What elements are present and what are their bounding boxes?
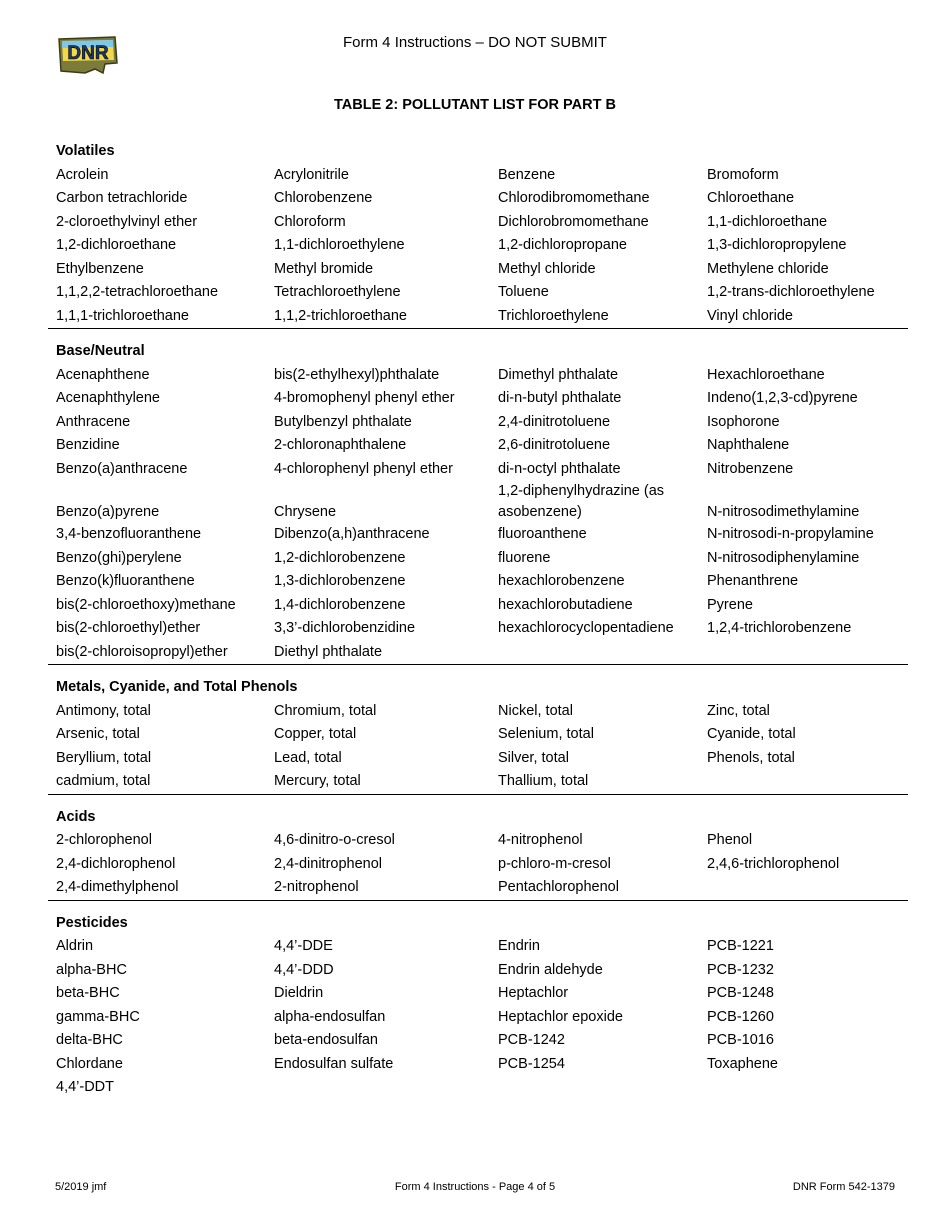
pollutant-cell: 1,1-dichloroethane [707,213,828,230]
pollutant-cell: PCB-1254 [498,1055,565,1072]
pollutant-cell: Acrylonitrile [274,166,349,183]
pollutant-cell: Diethyl phthalate [274,643,383,660]
pollutant-cell: Chlorodibromomethane [498,190,650,206]
pollutant-cell: Aldrin [56,938,94,954]
pollutant-cell: di-n-butyl phthalate [498,390,622,406]
pollutant-cell: Trichloroethylene [498,307,609,324]
pollutant-cell: Endrin aldehyde [498,961,603,978]
pollutant-cell: Silver, total [498,749,569,766]
pollutant-cell: PCB-1248 [707,985,774,1001]
pollutant-cell: Ethylbenzene [56,260,144,277]
section-pesticides [48,901,908,1100]
pollutant-cell: Toxaphene [707,1055,778,1072]
pollutant-cell: Acenaphthene [56,366,150,383]
pollutant-cell: Anthracene [56,413,131,430]
table-row [48,305,908,329]
pollutant-cell: bis(2-chloroisopropyl)ether [56,643,228,660]
table-row [48,411,908,435]
table-row [48,594,908,618]
pollutant-cell: Mercury, total [274,773,361,789]
table-row [48,617,908,641]
pollutant-cell: 1,2,4-trichlorobenzene [707,620,852,636]
table-row [48,959,908,983]
pollutant-cell: Vinyl chloride [707,307,793,324]
pollutant-cell: Benzene [498,166,556,183]
table-row [48,164,908,188]
pollutant-cell: 1,4-dichlorobenzene [274,596,406,613]
pollutant-cell: Methyl chloride [498,260,596,277]
pollutant-cell: 1,2-dichloroethane [56,237,177,253]
pollutant-table [48,138,908,1100]
pollutant-cell: 4-nitrophenol [498,832,583,848]
pollutant-cell: 2,4-dichlorophenol [56,855,176,872]
pollutant-cell: 2-cloroethylvinyl ether [56,213,198,230]
pollutant-cell [699,641,908,665]
footer-form-number: DNR Form 542-1379 [792,1181,895,1193]
pollutant-cell: PCB-1260 [707,1008,774,1025]
pollutant-cell: hexachlorobutadiene [498,596,633,613]
pollutant-cell: 2,4-dinitrophenol [274,855,383,872]
table-row [48,641,908,665]
pollutant-cell: Carbon tetrachloride [56,190,188,206]
pollutant-cell: Naphthalene [707,437,790,453]
pollutant-cell: PCB-1016 [707,1032,774,1048]
pollutant-cell: Dichlorobromomethane [498,213,649,230]
table-row [48,211,908,235]
pollutant-cell: 4,4’-DDE [274,938,333,954]
pollutant-cell: di-n-octyl phthalate [498,460,621,477]
pollutant-cell: Nickel, total [498,702,573,719]
pollutant-cell [699,770,908,794]
section-title: Metals, Cyanide, and Total Phenols [56,679,298,695]
pollutant-cell: bis(2-chloroethyl)ether [56,620,201,636]
pollutant-cell [699,876,908,900]
pollutant-cell: Isophorone [707,413,780,430]
section-metals [48,665,908,795]
pollutant-cell: Acenaphthylene [56,390,160,406]
section-title: Acids [56,808,96,825]
pollutant-cell: Beryllium, total [56,749,152,766]
pollutant-cell: fluorene [498,549,551,566]
table-row [48,547,908,571]
pollutant-cell: 2,4,6-trichlorophenol [707,855,840,872]
pollutant-cell: Chloroform [274,213,346,230]
pollutant-cell: Chromium, total [274,702,377,719]
pollutant-cell [490,1076,699,1100]
pollutant-cell: Dimethyl phthalate [498,366,619,383]
table-row [48,187,908,211]
pollutant-cell: Bromoform [707,166,779,183]
table-row [48,829,908,853]
pollutant-cell: Heptachlor [498,985,569,1001]
pollutant-cell: Chrysene [274,504,337,520]
table-row [48,458,908,482]
pollutant-cell: 1,3-dichlorobenzene [274,573,406,589]
pollutant-cell: hexachlorobenzene [498,573,625,589]
pollutant-cell: 2-chlorophenol [56,832,152,848]
pollutant-cell: Benzo(a)anthracene [56,460,188,477]
pollutant-cell: Butylbenzyl phthalate [274,413,412,430]
table-title: TABLE 2: POLLUTANT LIST FOR PART B [334,97,616,113]
table-row [48,1029,908,1053]
pollutant-cell: 2,6-dinitrotoluene [498,437,611,453]
pollutant-cell: Methyl bromide [274,260,374,277]
pollutant-cell: Chlordane [56,1055,123,1072]
pollutant-cell: 4-chlorophenyl phenyl ether [274,460,453,477]
pollutant-cell: p-chloro-m-cresol [498,855,611,872]
table-row [48,747,908,771]
pollutant-cell: Methylene chloride [707,260,829,277]
pollutant-cell: Acrolein [56,166,109,183]
table-row [48,387,908,411]
table-row [48,434,908,458]
pollutant-cell: PCB-1221 [707,938,774,954]
table-row [48,234,908,258]
pollutant-cell: Endosulfan sulfate [274,1055,394,1072]
table-row [48,281,908,305]
pollutant-cell: 1,2-dichloropropane [498,237,627,253]
table-row [48,481,908,523]
table-row [48,876,908,900]
footer-page: Form 4 Instructions - Page 4 of 5 [394,1181,556,1193]
section-title: Base/Neutral [56,343,145,359]
pollutant-cell: 4-bromophenyl phenyl ether [274,390,455,406]
pollutant-cell: PCB-1232 [707,961,774,978]
pollutant-cell: 1,1-dichloroethylene [274,237,405,253]
pollutant-cell: 1,1,1-trichloroethane [56,307,189,324]
pollutant-cell: 1,2-dichlorobenzene [274,549,406,566]
pollutant-cell: Benzo(ghi)perylene [56,549,182,566]
pollutant-cell: 4,6-dinitro-o-cresol [274,832,395,848]
pollutant-cell: 1,1,2-trichloroethane [274,307,407,324]
section-title: Volatiles [56,143,115,159]
section-title: Pesticides [56,914,128,931]
pollutant-cell: delta-BHC [56,1032,123,1048]
pollutant-cell: Copper, total [274,726,357,742]
pollutant-cell [490,641,699,665]
section-base-neutral [48,329,908,665]
pollutant-cell: Thallium, total [498,773,589,789]
pollutant-cell: 1,3-dichloropropylene [707,237,847,253]
table-row [48,935,908,959]
pollutant-cell: Tetrachloroethylene [274,284,401,300]
pollutant-cell: Dieldrin [274,985,324,1001]
pollutant-cell: beta-endosulfan [274,1032,378,1048]
pollutant-cell: Heptachlor epoxide [498,1008,623,1025]
pollutant-cell: Phenol [707,832,753,848]
pollutant-cell: alpha-endosulfan [274,1008,386,1025]
footer-date: 5/2019 jmf [55,1181,107,1193]
pollutant-cell: Toluene [498,284,549,300]
pollutant-cell: gamma-BHC [56,1008,140,1025]
pollutant-cell: Nitrobenzene [707,460,794,477]
pollutant-cell: N-nitrosodi-n-propylamine [707,526,874,542]
pollutant-cell: N-nitrosodimethylamine [707,504,860,520]
pollutant-cell: Benzidine [56,437,120,453]
pollutant-cell: Chloroethane [707,190,795,206]
pollutant-cell [699,1076,908,1100]
table-row [48,523,908,547]
pollutant-cell: 2,4-dinitrotoluene [498,413,611,430]
pollutant-cell: 3,3’-dichlorobenzidine [274,620,416,636]
pollutant-cell: N-nitrosodiphenylamine [707,549,860,566]
pollutant-cell: Dibenzo(a,h)anthracene [274,526,430,542]
pollutant-cell: 2,4-dimethylphenol [56,879,179,895]
pollutant-cell: Benzo(a)pyrene [56,504,160,520]
pollutant-cell: Phenols, total [707,749,795,766]
pollutant-cell: Hexachloroethane [707,366,825,383]
table-row [48,1053,908,1077]
table-row [48,853,908,877]
pollutant-cell: 1,2-diphenylhydrazine (as asobenzene) [498,483,665,520]
pollutant-cell: bis(2-chloroethoxy)methane [56,596,236,613]
table-row [48,1076,908,1100]
svg-text:DNR: DNR [67,43,109,64]
table-row [48,570,908,594]
table-row [48,723,908,747]
pollutant-cell: 4,4’-DDD [274,961,334,978]
pollutant-cell: hexachlorocyclopentadiene [498,620,674,636]
pollutant-cell: bis(2-ethylhexyl)phthalate [274,366,440,383]
pollutant-cell: Endrin [498,938,540,954]
pollutant-cell: Pentachlorophenol [498,879,619,895]
pollutant-cell: 2-nitrophenol [274,879,359,895]
table-row [48,258,908,282]
pollutant-cell: Chlorobenzene [274,190,373,206]
page-header-title: Form 4 Instructions – DO NOT SUBMIT [343,34,607,51]
pollutant-cell: PCB-1242 [498,1032,565,1048]
section-volatiles [48,138,908,329]
pollutant-cell: Cyanide, total [707,726,796,742]
pollutant-cell: Pyrene [707,596,753,613]
pollutant-cell: Zinc, total [707,702,770,719]
pollutant-cell: 1,1,2,2-tetrachloroethane [56,284,219,300]
table-row [48,700,908,724]
pollutant-cell: cadmium, total [56,773,151,789]
pollutant-cell: Indeno(1,2,3-cd)pyrene [707,390,858,406]
pollutant-cell: fluoroanthene [498,526,587,542]
table-row [48,982,908,1006]
pollutant-cell: Antimony, total [56,702,151,719]
pollutant-cell: Selenium, total [498,726,594,742]
table-row [48,364,908,388]
pollutant-cell: Benzo(k)fluoranthene [56,573,195,589]
table-row [48,770,908,794]
pollutant-cell: Lead, total [274,749,342,766]
pollutant-cell: 3,4-benzofluoranthene [56,526,202,542]
pollutant-cell: Phenanthrene [707,573,799,589]
pollutant-cell: beta-BHC [56,985,120,1001]
section-acids [48,795,908,901]
pollutant-cell: 2-chloronaphthalene [274,437,407,453]
pollutant-cell: Arsenic, total [56,726,140,742]
pollutant-cell [266,1076,490,1100]
pollutant-cell: 1,2-trans-dichloroethylene [707,284,875,300]
table-row [48,1006,908,1030]
pollutant-cell: alpha-BHC [56,961,127,978]
pollutant-cell: 4,4’-DDT [56,1079,115,1095]
